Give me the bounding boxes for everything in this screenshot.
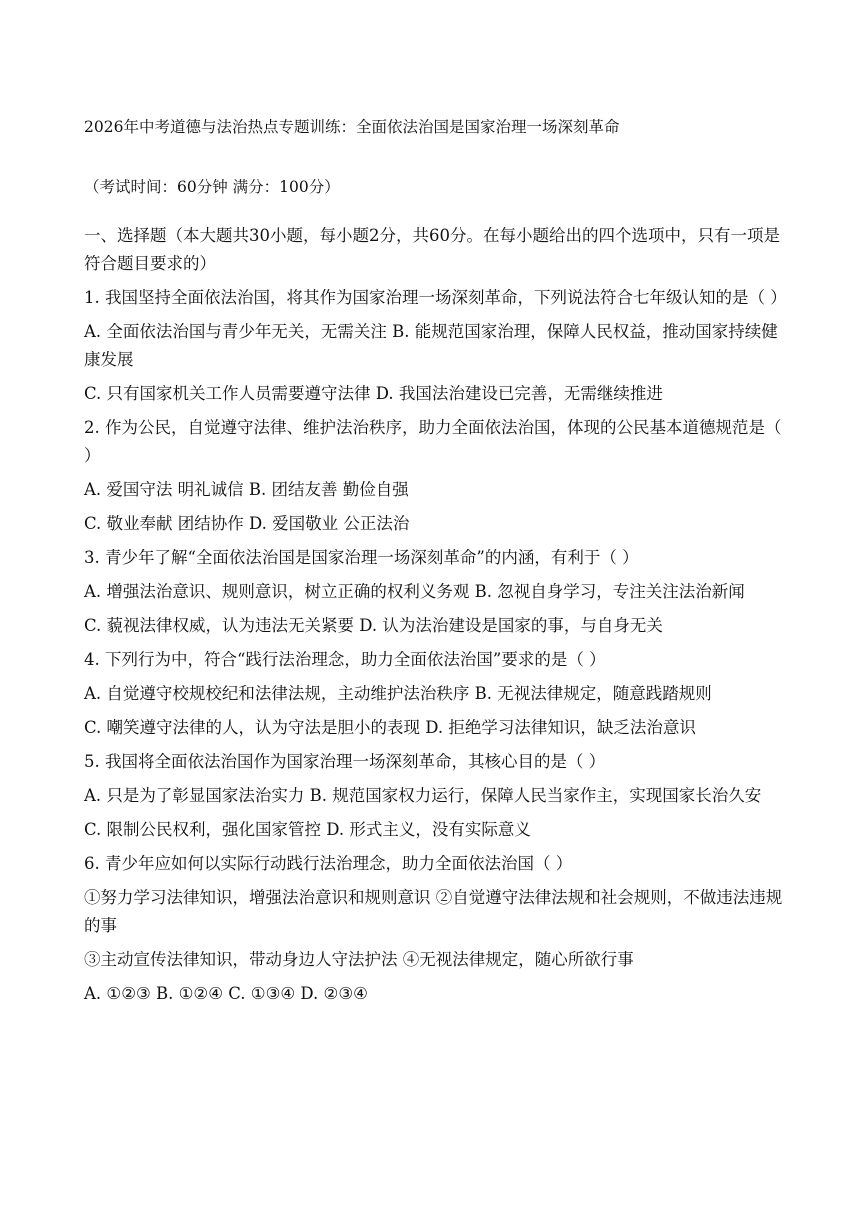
question-2-options-ab: A. 爱国守法 明礼诚信 B. 团结友善 勤俭自强 [84,480,409,499]
question-2-options-cd: C. 敬业奉献 团结协作 D. 爱国敬业 公正法治 [84,514,410,533]
question-4-options-cd: C. 嘲笑遵守法律的人，认为守法是胆小的表现 D. 拒绝学习法律知识，缺乏法治意识 [84,718,696,737]
question-4-options-ab: A. 自觉遵守校规校纪和法律法规，主动维护法治秩序 B. 无视法律规定，随意践踏规则 [84,684,712,703]
question-2-stem: 2. 作为公民，自觉遵守法律、维护法治秩序，助力全面依法治国，体现的公民基本道德规范是（ ） [84,418,782,465]
question-6-options: A. ①②③ B. ①②④ C. ①③④ D. ②③④ [84,984,368,1003]
question-1-options-cd: C. 只有国家机关工作人员需要遵守法律 D. 我国法治建设已完善，无需继续推进 [84,384,663,403]
exam-page [84,114,787,1014]
exam-meta: （考试时间：60分钟 满分：100分） [84,178,340,196]
question-3-stem: 3. 青少年了解“全面依法治国是国家治理一场深刻革命”的内涵，有利于（ ） [84,548,639,567]
question-6-statements-34: ③主动宣传法律知识，带动身边人守法护法 ④无视法律规定，随心所欲行事 [84,950,634,969]
question-1-stem: 1. 我国坚持全面依法治国，将其作为国家治理一场深刻革命，下列说法符合七年级认知的是（ ） [84,288,787,307]
question-3-options-ab: A. 增强法治意识、规则意识，树立正确的权利义务观 B. 忽视自身学习，专注关注法治新闻 [84,582,745,601]
question-6-statements-12: ①努力学习法律知识，增强法治意识和规则意识 ②自觉遵守法律法规和社会规则，不做违法违规的事 [84,888,783,935]
question-5-options-ab: A. 只是为了彰显国家法治实力 B. 规范国家权力运行，保障人民当家作主，实现国家长治久安 [84,786,762,805]
document-title: 2026年中考道德与法治热点专题训练：全面依法治国是国家治理一场深刻革命 [84,118,620,136]
question-5-stem: 5. 我国将全面依法治国作为国家治理一场深刻革命，其核心目的是（ ） [84,752,606,771]
question-5-options-cd: C. 限制公民权利，强化国家管控 D. 形式主义，没有实际意义 [84,820,531,839]
section-heading: 一、选择题（本大题共30小题，每小题2分，共60分。在每小题给出的四个选项中，只有一项是符合题目要求的） [84,226,780,273]
question-4-stem: 4. 下列行为中，符合“践行法治理念，助力全面依法治国”要求的是（ ） [84,650,606,669]
question-1-options-ab: A. 全面依法治国与青少年无关，无需关注 B. 能规范国家治理，保障人民权益，推动国家持续健康发展 [84,322,778,369]
question-6-stem: 6. 青少年应如何以实际行动践行法治理念，助力全面依法治国（ ） [84,854,573,873]
question-3-options-cd: C. 藐视法律权威，认为违法无关紧要 D. 认为法治建设是国家的事，与自身无关 [84,616,663,635]
